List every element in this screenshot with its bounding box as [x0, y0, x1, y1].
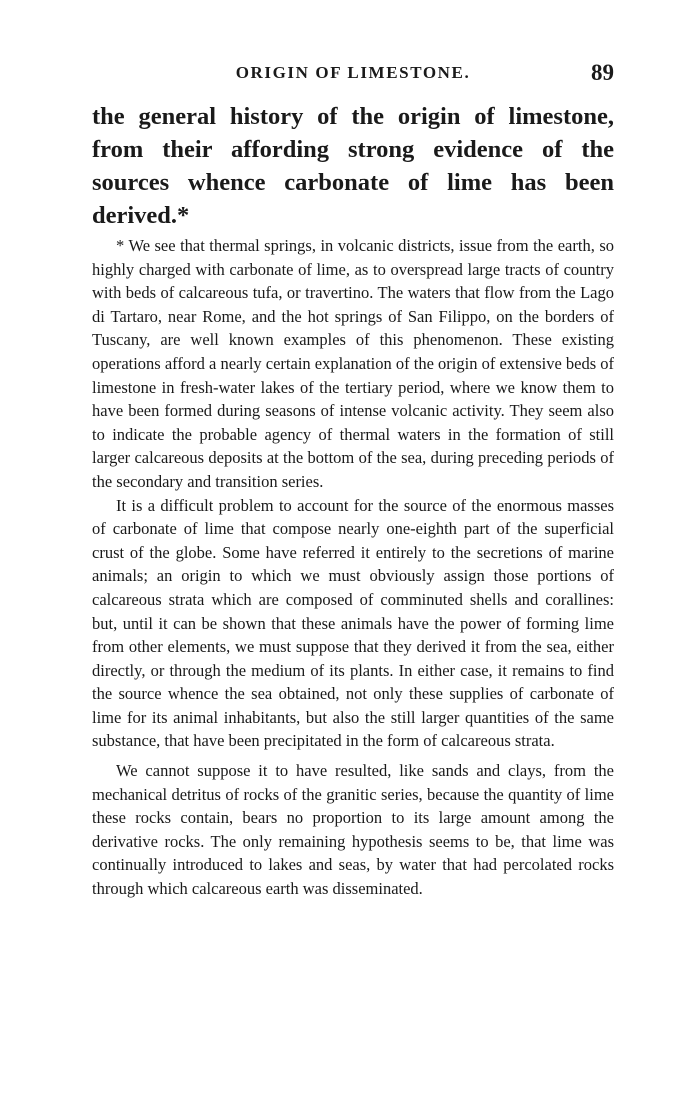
footnote-paragraph-3: We cannot suppose it to have resulted, like sands and clays, from the mechanical detritus of rocks of the granitic series, because the quantity of lime these rocks contain, bears no proportion to its large amount among the derivative rocks. The only remaining hypothesis seems to be, that lime was continually introduced to lakes and seas, by water that had percolated rocks through which calcareous earth was disseminated.	[92, 761, 614, 899]
footnote-block	[92, 234, 614, 901]
footnote-paragraph-1: * We see that thermal springs, in volcanic districts, issue from the earth, so highly charged with carbonate of lime, as to overspread large tracts of country with beds of calcareous tufa, or travertino. The waters that flow from the Lago di Tartaro, near Rome, and the hot springs of San Filippo, on the borders of Tuscany, are well known examples of this phenomenon. These existing operations afford a nearly certain explanation of the origin of extensive beds of limestone in fresh-water lakes of the tertiary period, where we know them to have been formed during seasons of intense volcanic activity. They seem also to indicate the probable agency of thermal waters in the formation of still larger calcareous deposits at the bottom of the sea, during preceding periods of the secondary and transition series.	[92, 236, 615, 491]
main-text-paragraph: the general history of the origin of limestone, from their affording strong evidence of the sources whence carbonate of lime has been derived.*	[92, 103, 614, 229]
footnote-paragraph-2: It is a difficult problem to account for the source of the enormous masses of carbonate of lime that compose nearly one-eighth part of the superficial crust of the globe. Some have referred it entirely to the secretions of marine animals; an origin to which we must obviously assign those portions of calcareous strata which are composed of comminuted shells and corallines: but, until it can be shown that these animals have the power of forming lime from other elements, we must suppose that they derived it from the sea, either directly, or through the medium of its plants. In either case, it remains to find the source whence the sea obtained, not only these supplies of carbonate of lime for its animal inhabitants, but also the still larger quantities of the same substance, that have been precipitated in the form of calcareous strata.	[92, 495, 614, 751]
running-head	[92, 58, 614, 88]
page-number: 89	[591, 60, 614, 85]
running-title: ORIGIN OF LIMESTONE.	[235, 63, 471, 82]
